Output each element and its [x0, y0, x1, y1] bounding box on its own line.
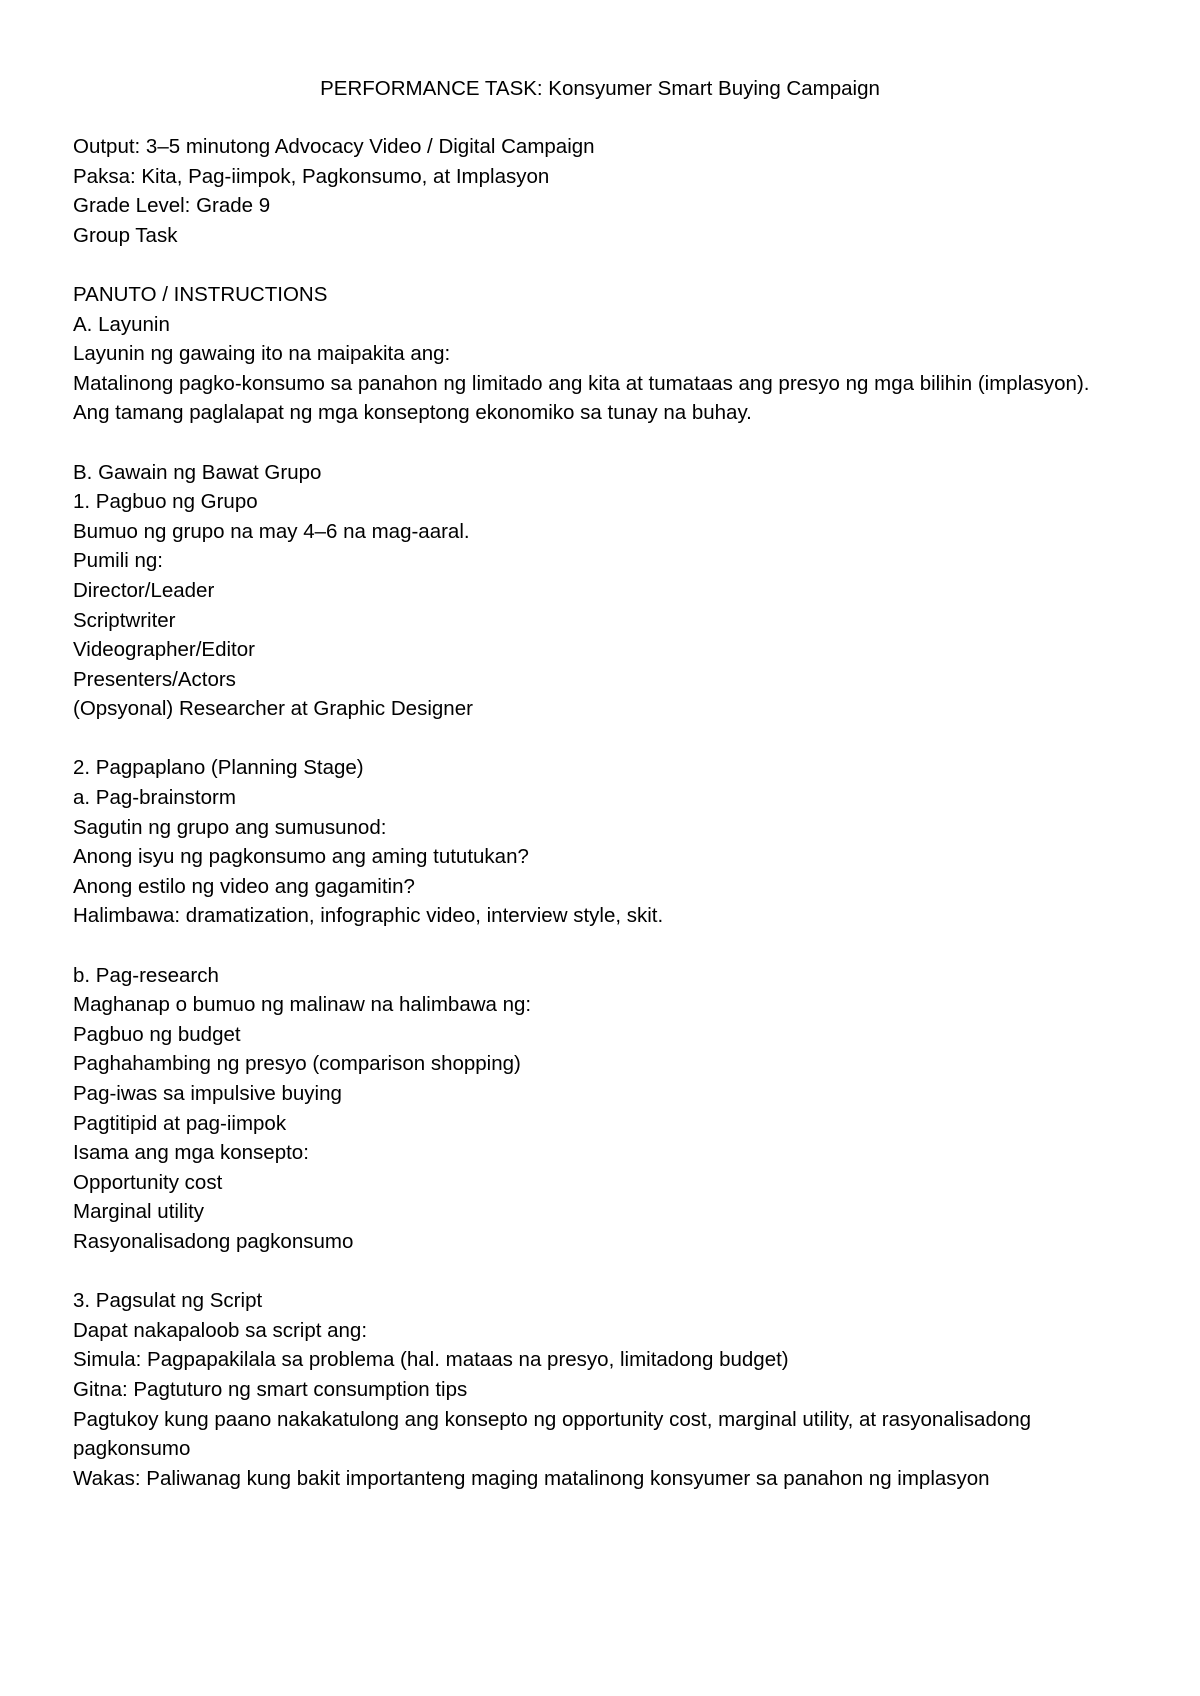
step2-heading: 2. Pagpaplano (Planning Stage) — [73, 756, 364, 780]
step2a-line: Anong estilo ng video ang gagamitin? — [73, 874, 415, 898]
step1-line: Bumuo ng grupo na may 4–6 na mag-aaral. — [73, 519, 470, 543]
document-body — [73, 132, 1133, 1493]
blank-line — [73, 931, 1133, 961]
step2b-line: Opportunity cost — [73, 1170, 223, 1194]
step2b-line: Marginal utility — [73, 1200, 205, 1224]
step1-heading: 1. Pagbuo ng Grupo — [73, 490, 258, 514]
step2a-line: Anong isyu ng pagkonsumo ang aming tututukan? — [73, 845, 529, 869]
role-item: Videographer/Editor — [73, 638, 255, 662]
blank-line — [73, 428, 1133, 458]
topic-line: Paksa: Kita, Pag-iimpok, Pagkonsumo, at Implasyon — [73, 164, 550, 188]
step2b-line: Pag-iwas sa impulsive buying — [73, 1082, 342, 1105]
step3-line: Dapat nakapaloob sa script ang: — [73, 1318, 368, 1342]
step3-line: Pagtukoy kung paano nakakatulong ang konsepto ng opportunity cost, marginal utility, at rasyonalisadong pagkonsumo — [73, 1407, 1032, 1461]
step2b-line: Paghahambing ng presyo (comparison shopping) — [73, 1052, 521, 1076]
step2b-line: Rasyonalisadong pagkonsumo — [73, 1229, 354, 1253]
grade-level-line: Grade Level: Grade 9 — [73, 194, 271, 218]
step3-heading: 3. Pagsulat ng Script — [73, 1289, 263, 1313]
step3-line: Gitna: Pagtuturo ng smart consumption tips — [73, 1377, 468, 1401]
step2b-line: Maghanap o bumuo ng malinaw na halimbawa ng: — [73, 993, 532, 1017]
role-item: (Opsyonal) Researcher at Graphic Designer — [73, 697, 473, 721]
step3-line: Wakas: Paliwanag kung bakit importanteng maging matalinong konsyumer sa panahon ng implasyon — [73, 1466, 990, 1490]
section-a-line: Layunin ng gawaing ito na maipakita ang: — [73, 342, 451, 366]
step2b-line: Pagbuo ng budget — [73, 1022, 241, 1046]
instructions-heading: PANUTO / INSTRUCTIONS — [73, 282, 328, 306]
step1-line: Pumili ng: — [73, 549, 164, 573]
section-a-line: Matalinong pagko-konsumo sa panahon ng limitado ang kita at tumataas ang presyo ng mga bilihin (implasyon). — [73, 371, 1090, 395]
blank-line — [73, 1257, 1133, 1287]
output-line: Output: 3–5 minutong Advocacy Video / Digital Campaign — [73, 135, 595, 158]
step2b-line: Isama ang mga konsepto: — [73, 1141, 309, 1165]
step2a-line: Halimbawa: dramatization, infographic video, interview style, skit. — [73, 904, 664, 928]
role-item: Presenters/Actors — [73, 667, 236, 691]
section-a-heading: A. Layunin — [73, 312, 170, 336]
step2b-heading: b. Pag-research — [73, 963, 219, 987]
section-a-line: Ang tamang paglalapat ng mga konseptong ekonomiko sa tunay na buhay. — [73, 401, 752, 425]
blank-line — [73, 724, 1133, 754]
role-item: Scriptwriter — [73, 608, 176, 632]
step2a-line: Sagutin ng grupo ang sumusunod: — [73, 815, 387, 839]
section-b-heading: B. Gawain ng Bawat Grupo — [73, 460, 322, 484]
step2a-heading: a. Pag-brainstorm — [73, 786, 236, 810]
step2b-line: Pagtitipid at pag-iimpok — [73, 1111, 287, 1135]
role-item: Director/Leader — [73, 578, 215, 602]
group-task-line: Group Task — [73, 223, 178, 247]
document-title: PERFORMANCE TASK: Konsyumer Smart Buying Campaign — [320, 77, 880, 100]
blank-line — [73, 250, 1133, 280]
step3-line: Simula: Pagpapakilala sa problema (hal. mataas na presyo, limitadong budget) — [73, 1348, 789, 1372]
